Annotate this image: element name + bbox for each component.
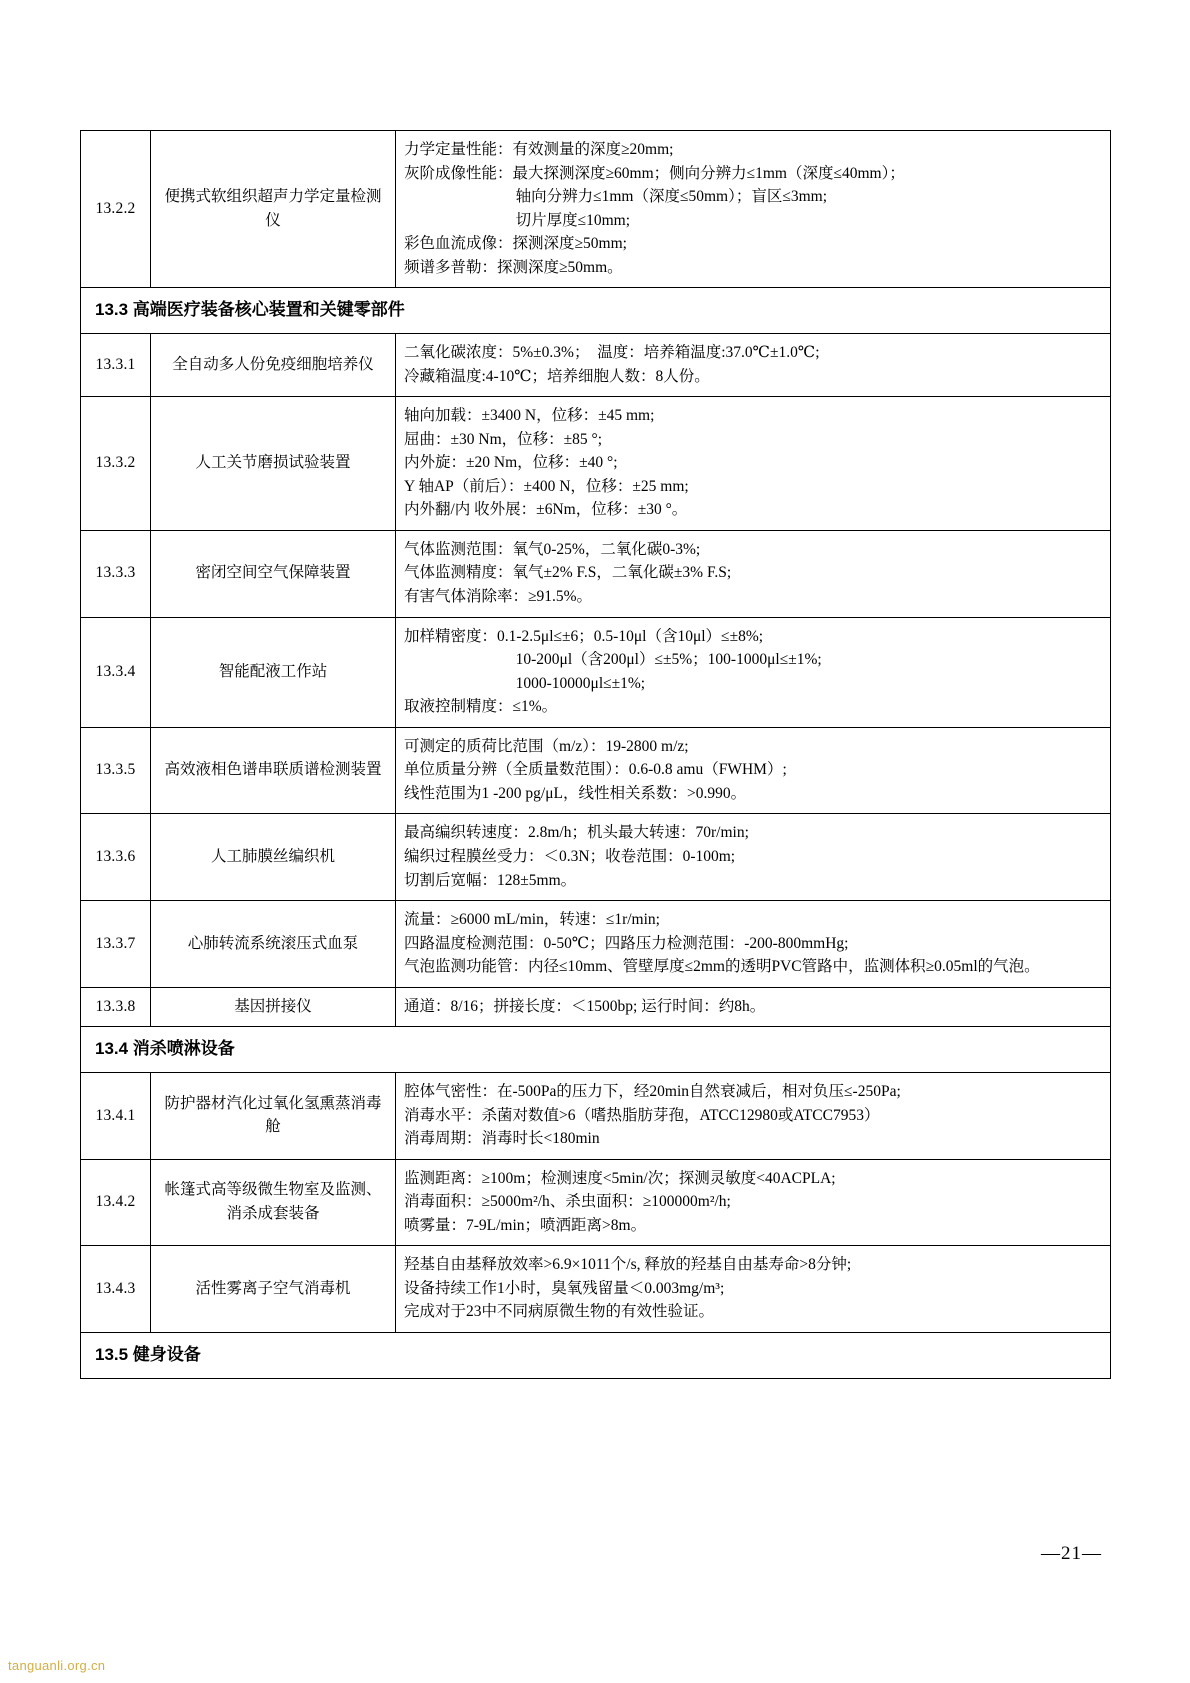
- spec-line: 轴向加载：±3400 N，位移：±45 mm;: [404, 407, 655, 425]
- spec-line: 喷雾量：7-9L/min；喷洒距离>8m。: [404, 1216, 647, 1234]
- spec-line: 频谱多普勒：探测深度≥50mm。: [404, 258, 623, 276]
- item-spec: [396, 901, 1111, 988]
- spec-line: 切割后宽幅：128±5mm。: [404, 871, 577, 889]
- section-title: 13.3 高端医疗装备核心装置和关键零部件: [81, 288, 1111, 334]
- item-spec: [396, 131, 1111, 288]
- spec-line: 1000-10000μl≤±1%;: [515, 674, 646, 692]
- spec-line: 监测距离：≥100m；检测速度<5min/次；探测灵敏度<40ACPLA;: [404, 1169, 836, 1187]
- section-header-row: [81, 288, 1111, 334]
- spec-line: 10-200μl（含200μl）≤±5%；100-1000μl≤±1%;: [515, 651, 822, 669]
- item-code: 13.3.4: [81, 617, 151, 727]
- item-code: 13.2.2: [81, 131, 151, 288]
- table-row: [81, 727, 1111, 814]
- spec-line: 力学定量性能：有效测量的深度≥20mm;: [404, 141, 674, 158]
- item-name: 人工肺膜丝编织机: [151, 814, 396, 901]
- item-code: 13.3.7: [81, 901, 151, 988]
- table-row: [81, 131, 1111, 288]
- spec-line: 内外旋：±20 Nm，位移：±40 °;: [404, 454, 618, 472]
- item-spec: [396, 814, 1111, 901]
- section-header-row: [81, 1332, 1111, 1378]
- spec-line: 单位质量分辨（全质量数范围）：0.6-0.8 amu（FWHM）;: [404, 761, 787, 779]
- spec-line: 加样精密度：0.1-2.5μl≤±6；0.5-10μl（含10μl）≤±8%;: [404, 627, 764, 645]
- spec-line: 消毒面积：≥5000m²/h、杀虫面积：≥100000m²/h;: [404, 1193, 731, 1211]
- spec-line: 切片厚度≤10mm;: [515, 211, 631, 229]
- item-code: 13.3.5: [81, 727, 151, 814]
- item-spec: [396, 617, 1111, 727]
- spec-line: 气体监测精度：氧气±2% F.S，二氧化碳±3% F.S;: [404, 564, 732, 582]
- spec-line: 轴向分辨力≤1mm（深度≤50mm）；盲区≤3mm;: [515, 188, 828, 206]
- spec-line: 屈曲：±30 Nm，位移：±85 °;: [404, 430, 603, 448]
- table-row: [81, 1073, 1111, 1160]
- spec-line: 气泡监测功能管：内径≤10mm、管壁厚度≤2mm的透明PVC管路中，监测体积≥0.05ml的气泡。: [404, 958, 1040, 976]
- item-code: 13.4.2: [81, 1159, 151, 1246]
- spec-line: 内外翻/内 收外展：±6Nm，位移：±30 °。: [404, 501, 688, 519]
- table-row: [81, 814, 1111, 901]
- item-code: 13.4.3: [81, 1246, 151, 1333]
- item-name: 人工关节磨损试验装置: [151, 397, 396, 531]
- specifications-table: [80, 130, 1111, 1379]
- table-row: [81, 1159, 1111, 1246]
- spec-line: 通道：8/16；拼接长度：＜1500bp; 运行时间：约8h。: [404, 997, 766, 1015]
- table-body: [81, 131, 1111, 1379]
- spec-line: 消毒周期：消毒时长<180min: [404, 1130, 600, 1148]
- table-row: [81, 901, 1111, 988]
- item-name: 心肺转流系统滚压式血泵: [151, 901, 396, 988]
- item-name: 全自动多人份免疫细胞培养仪: [151, 334, 396, 397]
- item-name: 高效液相色谱串联质谱检测装置: [151, 727, 396, 814]
- spec-line: 有害气体消除率：≥91.5%。: [404, 588, 593, 606]
- spec-line: 腔体气密性：在-500Pa的压力下，经20min自然衰减后，相对负压≤-250Pa;: [404, 1083, 901, 1101]
- table-row: [81, 530, 1111, 617]
- table-row: [81, 987, 1111, 1027]
- section-title: 13.4 消杀喷淋设备: [81, 1027, 1111, 1073]
- item-name: 活性雾离子空气消毒机: [151, 1246, 396, 1333]
- spec-line: 四路温度检测范围：0-50℃；四路压力检测范围：-200-800mmHg;: [404, 934, 849, 952]
- item-code: 13.3.8: [81, 987, 151, 1027]
- item-spec: [396, 987, 1111, 1027]
- item-spec: [396, 1246, 1111, 1333]
- item-name: 便携式软组织超声力学定量检测仪: [151, 131, 396, 288]
- table-row: [81, 1246, 1111, 1333]
- item-code: 13.4.1: [81, 1073, 151, 1160]
- item-name: 密闭空间空气保障装置: [151, 530, 396, 617]
- watermark-text: tanguanli.org.cn: [8, 1658, 106, 1673]
- page-number: —21—: [1041, 1543, 1102, 1564]
- item-code: 13.3.1: [81, 334, 151, 397]
- item-name: 基因拼接仪: [151, 987, 396, 1027]
- spec-line: 彩色血流成像：探测深度≥50mm;: [404, 235, 627, 253]
- table-row: [81, 334, 1111, 397]
- spec-line: 羟基自由基释放效率>6.9×1011个/s, 释放的羟基自由基寿命>8分钟;: [404, 1256, 852, 1274]
- spec-line: 消毒水平：杀菌对数值>6（嗜热脂肪芽孢，ATCC12980或ATCC7953）: [404, 1106, 880, 1124]
- spec-line: 冷藏箱温度:4-10℃；培养细胞人数：8人份。: [404, 367, 710, 385]
- item-name: 智能配液工作站: [151, 617, 396, 727]
- item-spec: [396, 1073, 1111, 1160]
- spec-line: 流量：≥6000 mL/min，转速：≤1r/min;: [404, 911, 660, 929]
- section-header-row: [81, 1027, 1111, 1073]
- item-spec: [396, 334, 1111, 397]
- spec-line: 线性范围为1 -200 pg/μL，线性相关系数：>0.990。: [404, 784, 747, 802]
- spec-line: 灰阶成像性能：最大探测深度≥60mm；侧向分辨力≤1mm（深度≤40mm）；: [404, 164, 905, 182]
- item-code: 13.3.2: [81, 397, 151, 531]
- item-code: 13.3.6: [81, 814, 151, 901]
- section-title: 13.5 健身设备: [81, 1332, 1111, 1378]
- spec-line: 编织过程膜丝受力：＜0.3N；收卷范围：0-100m;: [404, 847, 736, 865]
- spec-line: 最高编织转速度：2.8m/h；机头最大转速：70r/min;: [404, 824, 749, 842]
- spec-line: 设备持续工作1小时，臭氧残留量＜0.003mg/m³;: [404, 1279, 725, 1297]
- spec-line: 可测定的质荷比范围（m/z）：19-2800 m/z;: [404, 737, 689, 755]
- spec-line: 取液控制精度：≤1%。: [404, 698, 558, 716]
- spec-line: 完成对于23中不同病原微生物的有效性验证。: [404, 1303, 715, 1321]
- spec-line: 气体监测范围：氧气0-25%，二氧化碳0-3%;: [404, 540, 701, 558]
- item-spec: [396, 1159, 1111, 1246]
- item-name: 帐篷式高等级微生物室及监测、消杀成套装备: [151, 1159, 396, 1246]
- table-row: [81, 617, 1111, 727]
- spec-line: Y 轴AP（前后）：±400 N，位移：±25 mm;: [404, 477, 689, 495]
- item-code: 13.3.3: [81, 530, 151, 617]
- item-spec: [396, 530, 1111, 617]
- table-row: [81, 397, 1111, 531]
- item-spec: [396, 397, 1111, 531]
- item-spec: [396, 727, 1111, 814]
- item-name: 防护器材汽化过氧化氢熏蒸消毒舱: [151, 1073, 396, 1160]
- spec-line: 二氧化碳浓度：5%±0.3%； 温度：培养箱温度:37.0℃±1.0℃;: [404, 344, 820, 362]
